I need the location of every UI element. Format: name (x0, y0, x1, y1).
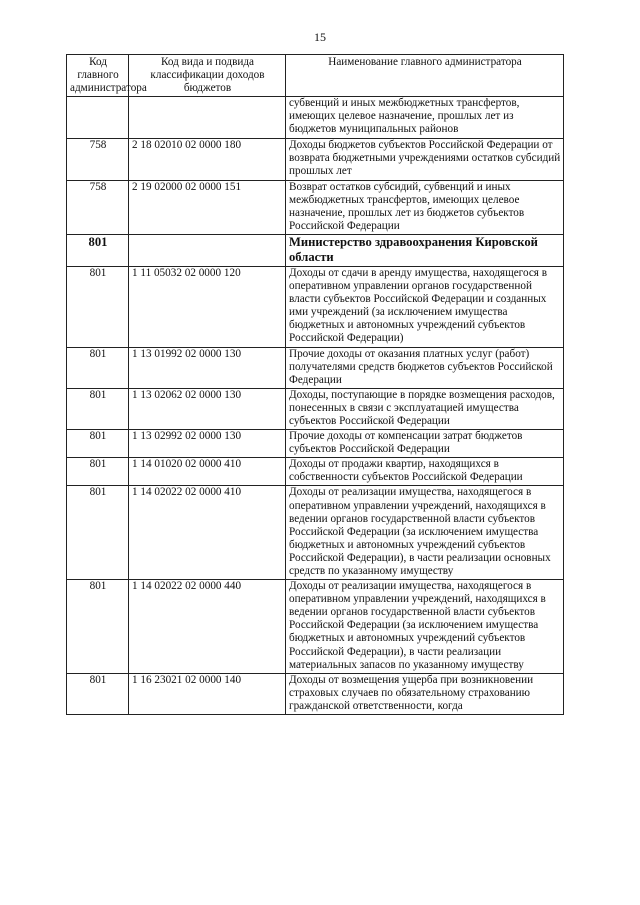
ministry-name-cell: Министерство здравоохранения Кировской области (286, 234, 564, 266)
table-row (67, 673, 564, 714)
admin-code-cell: 758 (67, 139, 129, 180)
table-row (67, 430, 564, 458)
table-row (67, 97, 564, 139)
page-number: 15 (314, 30, 326, 44)
revenue-code-cell: 1 14 02022 02 0000 410 (129, 486, 286, 580)
table-row (67, 266, 564, 347)
admin-code-cell: 801 (67, 430, 129, 458)
revenue-administrators-table (66, 54, 564, 715)
revenue-code-cell: 1 11 05032 02 0000 120 (129, 266, 286, 347)
revenue-code-cell: 1 14 02022 02 0000 440 (129, 580, 286, 674)
revenue-code-cell: 1 14 01020 02 0000 410 (129, 458, 286, 486)
admin-code-cell: 801 (67, 388, 129, 429)
admin-name-cell: Прочие доходы от компенсации затрат бюджетов субъектов Российской Федерации (286, 430, 564, 458)
revenue-code-cell: 2 19 02000 02 0000 151 (129, 180, 286, 234)
admin-code-cell: 801 (67, 266, 129, 347)
admin-name-cell: Прочие доходы от оказания платных услуг (работ) получателями средств бюджетов субъектов Российской Федерации (286, 347, 564, 388)
admin-name-cell: Доходы от реализации имущества, находящегося в оперативном управлении учреждений, находящихся в ведении органов государственной власти субъектов Российской Федерации (за исключением имущества бюджетных и автономных учреждений субъектов Российской Федерации), в части реализации материальных запасов по указанному имуществу (286, 580, 564, 674)
admin-code-cell: 801 (67, 486, 129, 580)
revenue-code-cell (129, 97, 286, 139)
header-admin-code: Код главного администратора (67, 55, 129, 97)
admin-code-cell: 801 (67, 580, 129, 674)
table-row (67, 388, 564, 429)
header-admin-name: Наименование главного администратора (286, 55, 564, 97)
admin-code-cell: 758 (67, 180, 129, 234)
admin-name-cell: субвенций и иных межбюджетных трансфертов, имеющих целевое назначение, прошлых лет из бюджетов муниципальных районов (286, 97, 564, 139)
admin-code-cell: 801 (67, 673, 129, 714)
admin-code-cell: 801 (67, 458, 129, 486)
admin-name-cell: Доходы от сдачи в аренду имущества, находящегося в оперативном управлении органов государственной власти субъектов Российской Федерации и созданных ими учреждений (за исключением имущества бюджетных и автономных учреждений субъектов Российской Федерации) (286, 266, 564, 347)
table-header (67, 55, 564, 97)
header-revenue-code: Код вида и подвида классификации доходов бюджетов (129, 55, 286, 97)
ministry-code-cell: 801 (67, 234, 129, 266)
revenue-code-cell: 1 13 01992 02 0000 130 (129, 347, 286, 388)
table-row (67, 139, 564, 180)
table-row (67, 458, 564, 486)
table-row (67, 347, 564, 388)
admin-name-cell: Доходы от реализации имущества, находящегося в оперативном управлении учреждений, находящихся в ведении органов государственной власти субъектов Российской Федерации (за исключением имущества бюджетных и автономных учреждений субъектов Российской Федерации), в части реализации основных средств по указанному имуществу (286, 486, 564, 580)
revenue-code-cell: 1 13 02062 02 0000 130 (129, 388, 286, 429)
admin-code-cell: 801 (67, 347, 129, 388)
admin-name-cell: Доходы, поступающие в порядке возмещения расходов, понесенных в связи с эксплуатацией имущества субъектов Российской Федерации (286, 388, 564, 429)
table-row (67, 180, 564, 234)
revenue-code-cell: 1 16 23021 02 0000 140 (129, 673, 286, 714)
revenue-code-cell: 1 13 02992 02 0000 130 (129, 430, 286, 458)
revenue-code-cell: 2 18 02010 02 0000 180 (129, 139, 286, 180)
admin-name-cell: Доходы бюджетов субъектов Российской Федерации от возврата бюджетными учреждениями остатков субсидий прошлых лет (286, 139, 564, 180)
table-row (67, 580, 564, 674)
admin-name-cell: Доходы от продажи квартир, находящихся в собственности субъектов Российской Федерации (286, 458, 564, 486)
ministry-heading-row (67, 234, 564, 266)
table-row (67, 486, 564, 580)
admin-name-cell: Доходы от возмещения ущерба при возникновении страховых случаев по обязательному страхованию гражданской ответственности, когда (286, 673, 564, 714)
revenue-code-cell (129, 234, 286, 266)
admin-name-cell: Возврат остатков субсидий, субвенций и иных межбюджетных трансфертов, имеющих целевое назначение, прошлых лет из бюджетов субъектов Российской Федерации (286, 180, 564, 234)
admin-code-cell (67, 97, 129, 139)
